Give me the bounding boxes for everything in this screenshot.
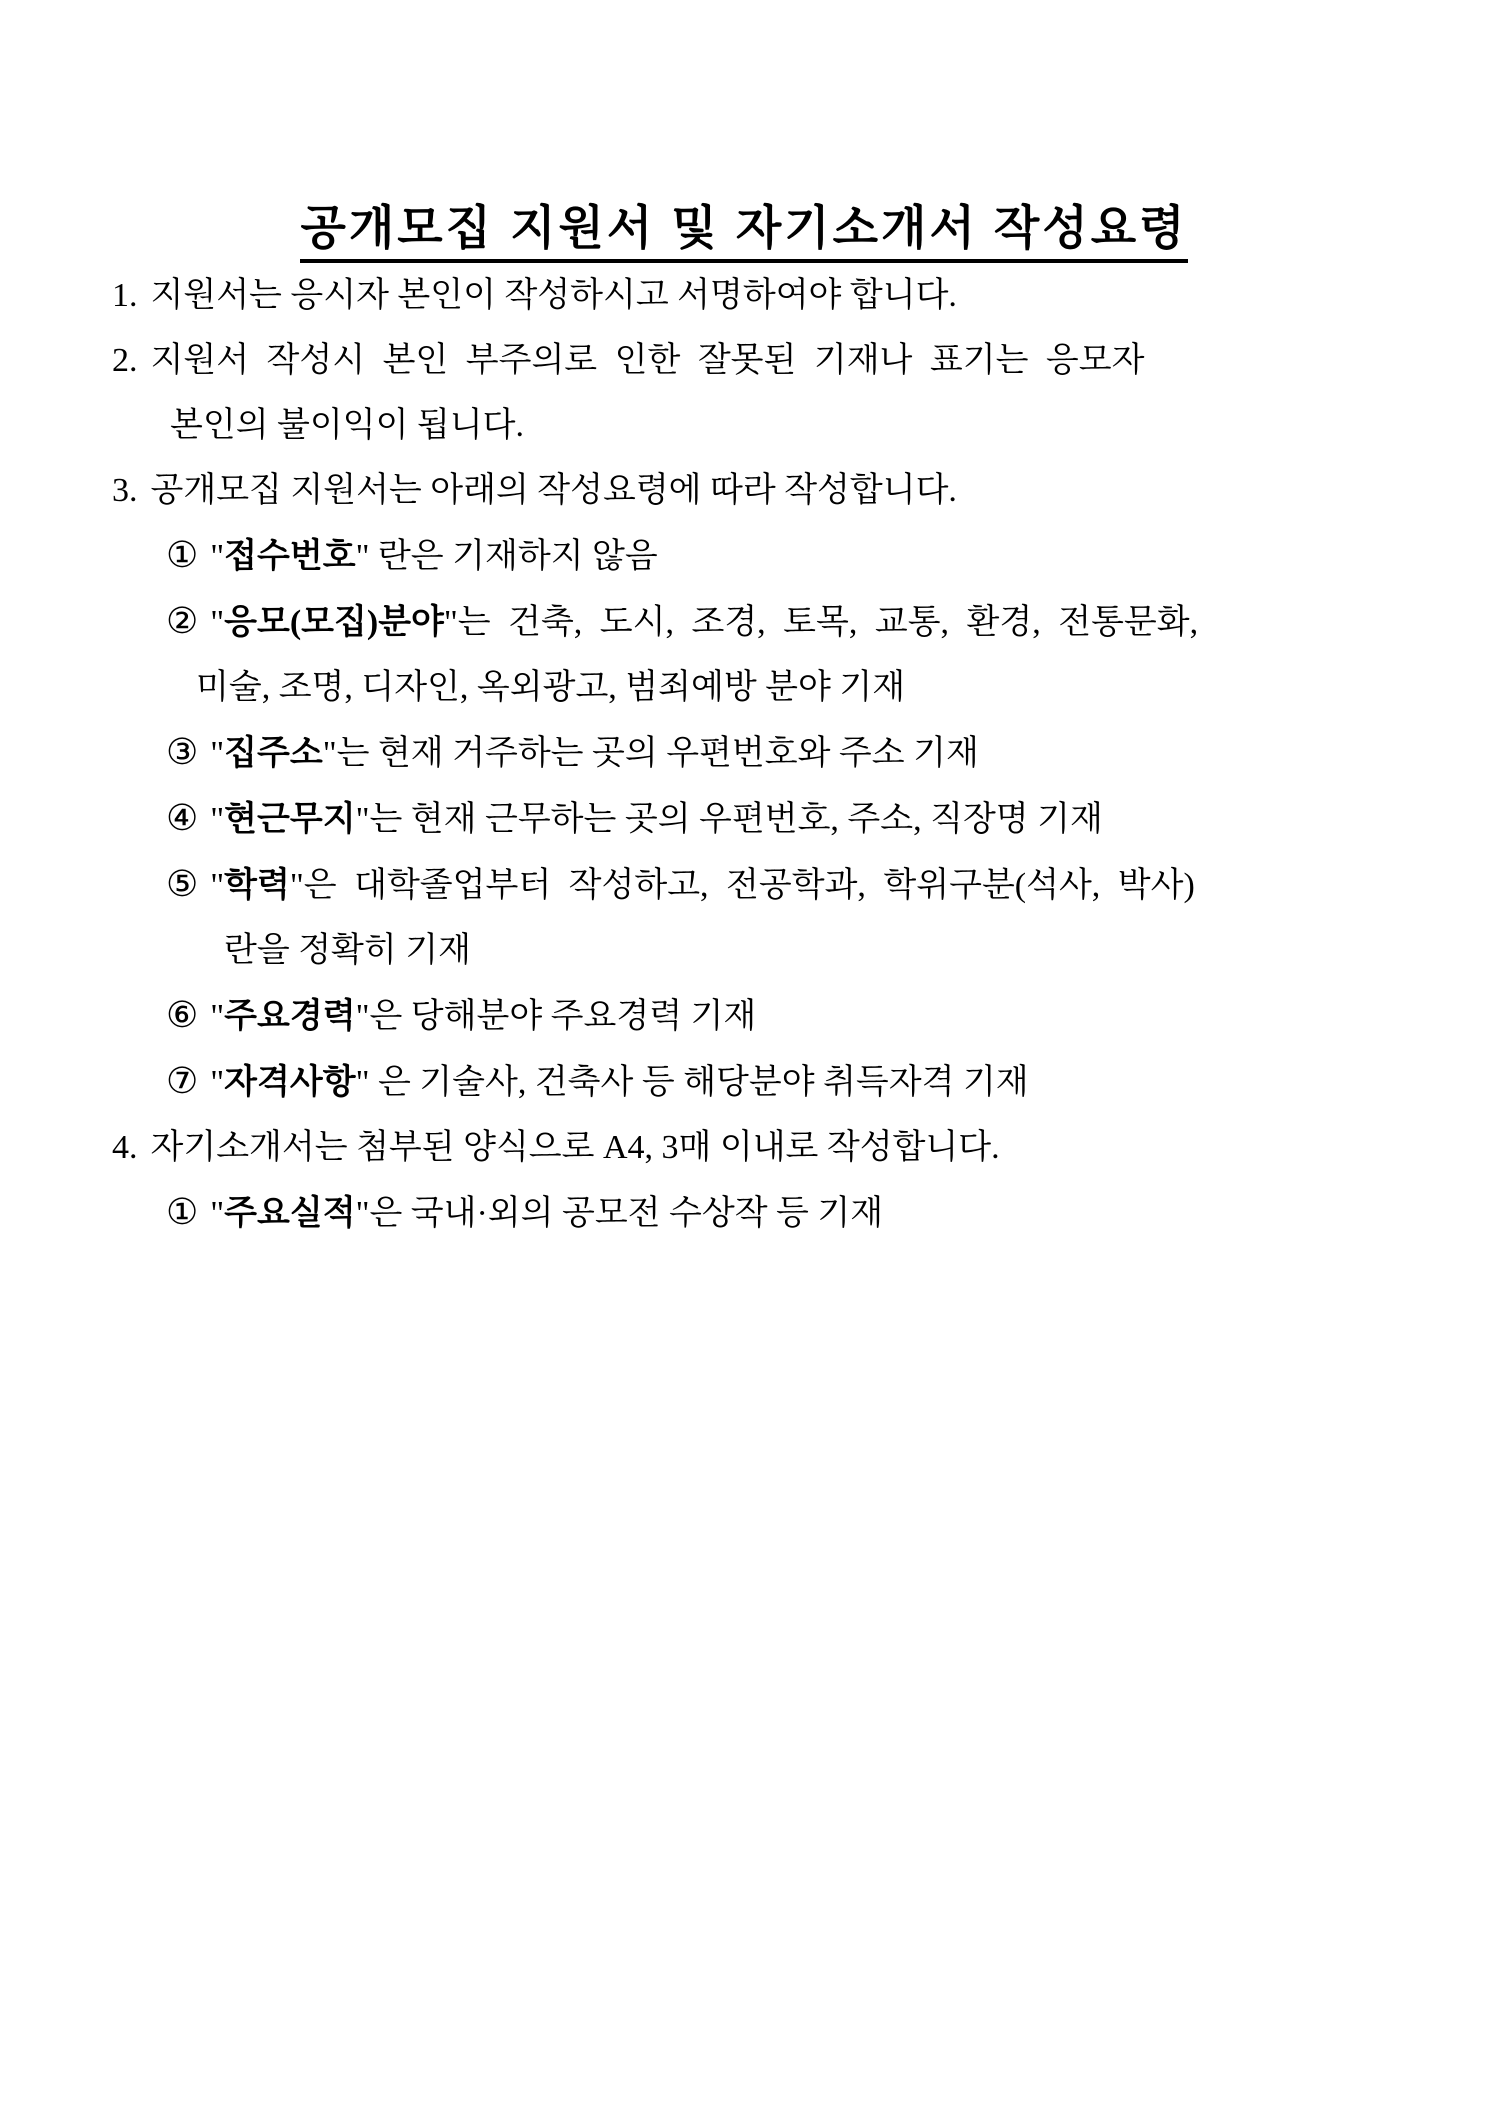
- subitem-3-5-marker: ⑤: [166, 863, 199, 904]
- subitem-3-3-rest: "는 현재 거주하는 곳의 우편번호와 주소 기재: [322, 734, 979, 772]
- subitem-3-3: [0, 720, 1488, 786]
- open-quote: ": [210, 734, 225, 772]
- subitem-3-4: [0, 786, 1488, 852]
- item-4-text: 자기소개서는 첨부된 양식으로 A4, 3매 이내로 작성합니다.: [150, 1128, 1000, 1166]
- subitem-3-2-line-1: [0, 589, 1488, 655]
- subitem-3-2-rest: "는 건축, 도시, 조경, 토목, 교통, 환경, 전통문화,: [443, 603, 1199, 641]
- title-row: [0, 0, 1488, 263]
- subitem-3-7-rest: " 은 기술사, 건축사 등 해당분야 취득자격 기재: [355, 1063, 1029, 1101]
- item-1-text: 지원서는 응시자 본인이 작성하시고 서명하여야 합니다.: [150, 276, 957, 314]
- subitem-4-1: [0, 1180, 1488, 1246]
- item-3: [0, 458, 1488, 523]
- item-2-text-2: 본인의 불이익이 됩니다.: [170, 406, 524, 444]
- item-1-number: 1.: [112, 276, 138, 314]
- item-3-text: 공개모집 지원서는 아래의 작성요령에 따라 작성합니다.: [150, 471, 957, 509]
- subitem-3-5-rest: "은 대학졸업부터 작성하고, 전공학과, 학위구분(석사, 박사): [289, 866, 1195, 904]
- subitem-3-7-marker: ⑦: [166, 1060, 199, 1101]
- subitem-3-2-line-2: [0, 655, 1488, 720]
- subitem-3-1-term: 접수번호: [224, 537, 356, 575]
- open-quote: ": [210, 537, 225, 575]
- subitem-3-7-term: 자격사항: [224, 1063, 356, 1101]
- subitem-3-2-term: 응모(모집)분야: [224, 603, 444, 641]
- subitem-3-5-cont: 란을 정확히 기재: [224, 931, 471, 969]
- item-4: [0, 1115, 1488, 1180]
- subitem-4-1-marker: ①: [166, 1191, 199, 1232]
- subitem-3-5-line-1: [0, 852, 1488, 918]
- subitem-3-1-marker: ①: [166, 534, 199, 575]
- item-2-text-1: 지원서 작성시 본인 부주의로 인한 잘못된 기재나 표기는 응모자: [150, 341, 1145, 379]
- open-quote: ": [210, 997, 225, 1035]
- subitem-4-1-term: 주요실적: [224, 1194, 356, 1232]
- subitem-3-4-rest: "는 현재 근무하는 곳의 우편번호, 주소, 직장명 기재: [355, 800, 1103, 838]
- subitem-3-1: [0, 523, 1488, 589]
- subitem-3-2-cont: 미술, 조명, 디자인, 옥외광고, 범죄예방 분야 기재: [196, 668, 906, 706]
- open-quote: ": [210, 1063, 225, 1101]
- item-2-number: 2.: [112, 341, 138, 379]
- open-quote: ": [210, 866, 225, 904]
- subitem-4-1-rest: "은 국내·외의 공모전 수상작 등 기재: [355, 1194, 884, 1232]
- subitem-3-2-marker: ②: [166, 600, 199, 641]
- item-3-number: 3.: [112, 471, 138, 509]
- subitem-3-5-line-2: [0, 918, 1488, 983]
- subitem-3-4-term: 현근무지: [224, 800, 356, 838]
- item-1: [0, 263, 1488, 328]
- subitem-3-6: [0, 983, 1488, 1049]
- item-2-line-1: [0, 328, 1488, 393]
- subitem-3-1-rest: " 란은 기재하지 않음: [355, 537, 658, 575]
- subitem-3-6-marker: ⑥: [166, 994, 199, 1035]
- subitem-3-3-marker: ③: [166, 731, 199, 772]
- item-4-number: 4.: [112, 1128, 138, 1166]
- subitem-3-4-marker: ④: [166, 797, 199, 838]
- subitem-3-7: [0, 1049, 1488, 1115]
- item-2-line-2: [0, 393, 1488, 458]
- open-quote: ": [210, 1194, 225, 1232]
- subitem-3-6-term: 주요경력: [224, 997, 356, 1035]
- open-quote: ": [210, 603, 225, 641]
- page-title: 공개모집 지원서 및 자기소개서 작성요령: [300, 202, 1187, 263]
- subitem-3-3-term: 집주소: [224, 734, 323, 772]
- subitem-3-5-term: 학력: [224, 866, 290, 904]
- open-quote: ": [210, 800, 225, 838]
- subitem-3-6-rest: "은 당해분야 주요경력 기재: [355, 997, 757, 1035]
